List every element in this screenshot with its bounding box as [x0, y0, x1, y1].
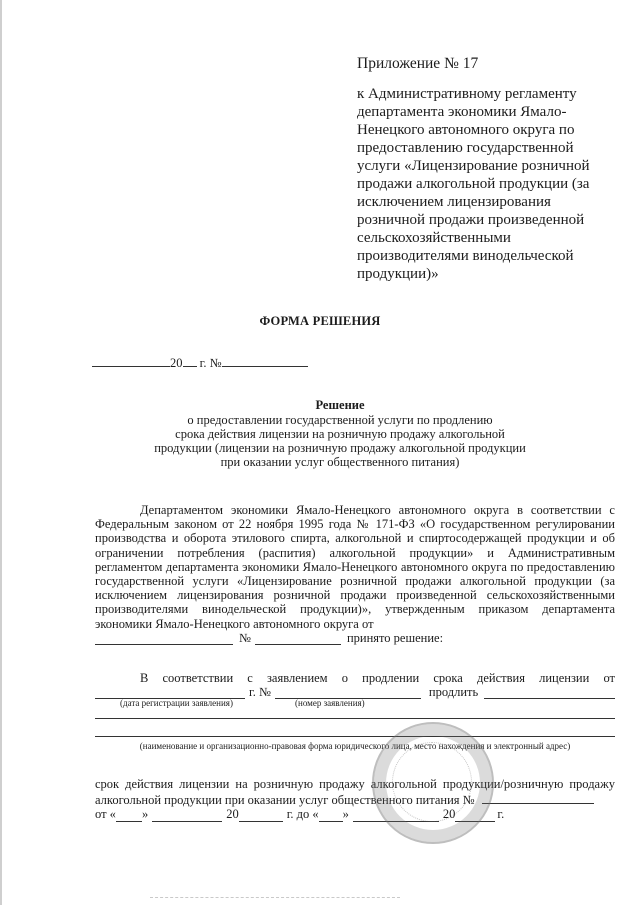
decision-line-3: продукции (лицензии на розничную продажу алкогольной продукции [154, 441, 526, 455]
from-year-prefix: 20 [226, 807, 239, 822]
licensee-blank [484, 686, 615, 699]
decision-line-4: при оказании услуг общественного питания) [220, 455, 460, 469]
official-seal [372, 722, 494, 844]
to-year-suffix: г. [497, 807, 505, 822]
form-title: ФОРМА РЕШЕНИЯ [259, 314, 381, 328]
decision-line-2: срока действия лицензии на розничную продажу алкогольной [175, 427, 505, 441]
from-label: от « [95, 807, 116, 822]
decision-line-1: о предоставлении государственной услуги по продлению [187, 413, 493, 427]
period-line [95, 807, 615, 821]
extension-text: срок действия лицензии на розничную продажу алкогольной продукции/розничную продажу алкогольной продукции при оказании услуг общественного питания № [95, 777, 615, 808]
scan-bottom-artifact [150, 897, 400, 900]
annex-header [357, 55, 615, 283]
from-quote-close: » [141, 807, 149, 822]
date-blank [92, 354, 170, 367]
to-year-prefix: 20 [442, 807, 456, 822]
decision-made-text: принято решение: [346, 630, 444, 645]
application-lead: В соответствии с заявлением о продлении срока действия лицензии от [140, 671, 615, 685]
caption-application-number: (номер заявления) [295, 698, 365, 708]
from-year-blank [239, 809, 283, 822]
org-line-2 [95, 736, 615, 737]
year-blank [183, 354, 197, 367]
official-seal-inner [392, 742, 472, 822]
caption-organization: (наименование и организационно-правовая форма юридического лица, место нахождения и электронный адрес) [139, 741, 571, 751]
year-suffix: г. № [199, 356, 222, 370]
annex-text: к Административному регламенту департамента экономики Ямало-Ненецкого автономного округа по предоставлению государственной услуги «Лицензирование розничной продажи алкогольной продукции (за исключением лицензирования розничной продажи произведенной сельскохозяйственными производителями винодельческой продукции)» [357, 86, 590, 282]
scan-edge [0, 0, 2, 905]
from-month-blank [152, 809, 222, 822]
paragraph-extension [95, 777, 615, 822]
number-blank [222, 354, 308, 367]
from-day-blank [116, 809, 142, 822]
order-number-blank [255, 632, 341, 645]
paragraph-application [95, 671, 615, 699]
year-prefix: 20 [170, 356, 183, 370]
to-quote-close: » [342, 807, 349, 822]
license-number-blank [482, 791, 594, 804]
to-day-blank [319, 809, 343, 822]
to-label: г. до « [286, 807, 319, 822]
extend-word: продлить [428, 685, 479, 700]
annex-number: Приложение № 17 [357, 55, 479, 72]
paragraph-basis [95, 503, 615, 645]
paragraph-basis-text: Департаментом экономики Ямало-Ненецкого автономного округа в соответствии с Федеральным законом от 22 ноября 1995 года № 171-ФЗ «О государственном регулировании производства и оборота этилового спирта, алкогольной и спиртосодержащей продукции и об ограничении потребления (распития) алкогольной продукции» и Административным регламентом департамента экономики Ямало-Ненецкого автономного округа по предоставлению государственной услуги «Лицензирование розничной продажи алкогольной продукции (за исключением лицензирования розничной продажи произведенной сельскохозяйственными производителями винодельческой продукции)», утвержденным приказом департамента экономики Ямало-Ненецкого автономного округа от [95, 503, 615, 631]
date-number-line [92, 354, 308, 371]
application-number-mark: г. № [249, 685, 271, 700]
order-number-mark: № [239, 630, 251, 645]
org-line-1 [95, 718, 615, 719]
decision-header [60, 398, 620, 469]
order-date-blank [95, 632, 233, 645]
decision-title: Решение [315, 398, 365, 412]
order-date-line [95, 631, 615, 645]
caption-application-date: (дата регистрации заявления) [120, 698, 233, 708]
